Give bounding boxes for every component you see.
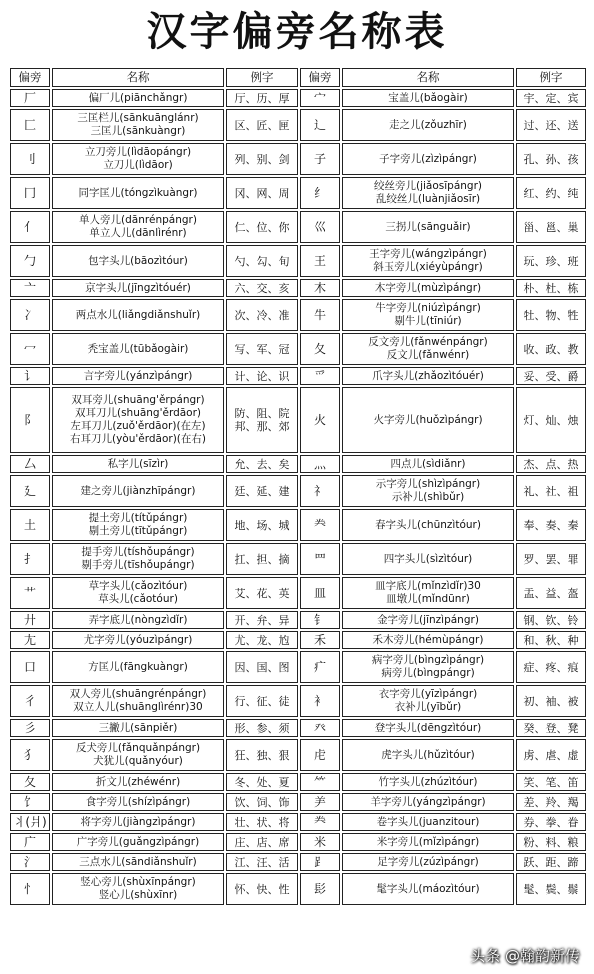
page-title: 汉字偏旁名称表 (146, 8, 448, 55)
radical-cell-right: 纟 (300, 177, 340, 209)
name-line: 三匡栏儿(sānkuānglánr) (77, 112, 199, 124)
example-cell-right: 杰、点、热 (516, 455, 586, 473)
name-cell-right (342, 833, 514, 851)
example-cell-left: 行、征、徒 (226, 685, 298, 717)
name-cell-right (342, 685, 514, 717)
example-cell-left: 开、弁、异 (226, 611, 298, 629)
name-line: 竹字头儿(zhúzìtóur) (378, 775, 478, 788)
name-line: 同字匡儿(tóngzìkuàngr) (78, 186, 198, 199)
name-line: 提土旁儿(títǔpángr) (88, 512, 188, 524)
name-cell-left (52, 475, 224, 507)
example-cell-left: 冈、网、周 (226, 177, 298, 209)
example-cell-right: 髦、鬓、鬃 (516, 873, 586, 905)
example-cell-right: 灯、灿、烛 (516, 387, 586, 453)
example-cell-right: 症、疼、痕 (516, 651, 586, 683)
radical-cell-right: 王 (300, 245, 340, 277)
table-row (10, 813, 586, 831)
name-cell-left (52, 577, 224, 609)
name-line: 髦字头儿(máozìtóur) (376, 882, 480, 895)
table-row (10, 833, 586, 851)
name-cell-right (342, 455, 514, 473)
table-row (10, 577, 586, 609)
name-cell-left (52, 631, 224, 649)
name-cell-left (52, 685, 224, 717)
radical-cell-left: 夂 (10, 773, 50, 791)
radical-cell-left: 亻 (10, 211, 50, 243)
name-line: 单立人儿(dānlìrénr) (89, 227, 187, 239)
example-cell-left: 廷、延、建 (226, 475, 298, 507)
name-cell-left (52, 651, 224, 683)
radical-cell-right: 火 (300, 387, 340, 453)
radical-cell-left: 犭 (10, 739, 50, 771)
name-line: 衣补儿(yībǔr) (394, 701, 462, 713)
name-line: 包字头儿(bāozìtóur) (88, 254, 188, 267)
table-row (10, 455, 586, 473)
radical-cell-left: 匚 (10, 109, 50, 141)
name-line: 右耳刀儿(yòu'ěrdāor)(在右) (70, 433, 206, 445)
header-name-right: 名称 (342, 68, 514, 87)
name-cell-right (342, 387, 514, 453)
name-cell-right (342, 211, 514, 243)
name-line: 病字旁儿(bìngzìpángr) (371, 654, 485, 666)
name-line: 竖心旁儿(shùxīnpángr) (80, 876, 196, 888)
radical-cell-left: 饣 (10, 793, 50, 811)
example-cell-right: 跃、距、蹄 (516, 853, 586, 871)
example-cell-left: 厅、历、厚 (226, 89, 298, 107)
example-cell-right: 牡、物、牲 (516, 299, 586, 331)
name-cell-left (52, 873, 224, 905)
name-cell-right (342, 543, 514, 575)
name-cell-right (342, 773, 514, 791)
name-line: 提手旁儿(tíshǒupángr) (81, 546, 195, 558)
radical-cell-right: 辶 (300, 109, 340, 141)
example-cell-left: 计、论、识 (226, 367, 298, 385)
table-row (10, 333, 586, 365)
example-cell-left: 庄、店、席 (226, 833, 298, 851)
table-row (10, 143, 586, 175)
radical-cell-right: 罒 (300, 543, 340, 575)
radical-table (8, 66, 588, 907)
example-cell-left: 壮、状、将 (226, 813, 298, 831)
radical-cell-left: 彳 (10, 685, 50, 717)
name-cell-left (52, 833, 224, 851)
radical-cell-left: 厶 (10, 455, 50, 473)
name-line: 卷字头儿(juanzitour) (376, 815, 480, 828)
name-line: 羊字旁儿(yángzìpángr) (370, 795, 486, 808)
name-cell-right (342, 853, 514, 871)
name-line: 登字头儿(dēngzìtóur) (374, 721, 482, 734)
name-line: 三匡儿(sānkuàngr) (90, 125, 186, 137)
name-cell-right (342, 651, 514, 683)
name-cell-right (342, 739, 514, 771)
radical-cell-left: 土 (10, 509, 50, 541)
name-cell-right (342, 509, 514, 541)
radical-cell-right: 夂 (300, 333, 340, 365)
name-cell-left (52, 143, 224, 175)
name-line: 双耳旁儿(shuāng'ěrpángr) (71, 394, 205, 406)
radical-cell-left: 讠 (10, 367, 50, 385)
table-row (10, 89, 586, 107)
radical-cell-right: 米 (300, 833, 340, 851)
header-example-left: 例字 (226, 68, 298, 87)
radical-cell-right: 钅 (300, 611, 340, 629)
name-line: 火字旁儿(huǒzìpángr) (373, 413, 483, 426)
name-cell-left (52, 367, 224, 385)
table-row (10, 793, 586, 811)
name-line: 反犬旁儿(fǎnquǎnpángr) (75, 742, 201, 754)
header-name-left: 名称 (52, 68, 224, 87)
example-cell-right: 奉、奏、秦 (516, 509, 586, 541)
radical-cell-left: 彡 (10, 719, 50, 737)
table-row (10, 245, 586, 277)
table-row (10, 651, 586, 683)
example-cell-left: 冬、处、夏 (226, 773, 298, 791)
radical-cell-left: 廴 (10, 475, 50, 507)
name-cell-right (342, 475, 514, 507)
name-line: 偏厂儿(piānchǎngr) (88, 91, 188, 104)
table-row (10, 279, 586, 297)
radical-cell-left: 尢 (10, 631, 50, 649)
table-row (10, 611, 586, 629)
example-cell-left: 饮、饲、饰 (226, 793, 298, 811)
name-cell-right (342, 793, 514, 811)
radical-cell-right: 木 (300, 279, 340, 297)
header-row (10, 68, 586, 87)
name-line: 秃宝盖儿(tūbǎogàir) (87, 342, 189, 355)
example-cell-right: 妥、受、爵 (516, 367, 586, 385)
table-row (10, 211, 586, 243)
radical-cell-right: 巛 (300, 211, 340, 243)
name-line: 子字旁儿(zìzìpángr) (379, 152, 477, 165)
radical-cell-left: 厂 (10, 89, 50, 107)
name-line: 爪字头儿(zhǎozìtóuér) (372, 369, 484, 382)
radical-cell-right: 子 (300, 143, 340, 175)
name-line: 犬犹儿(quǎnyóur) (93, 755, 183, 767)
name-line: 立刀儿(lìdāor) (103, 159, 173, 171)
radical-cell-right: 礻 (300, 475, 340, 507)
name-line: 宝盖儿(bǎogàir) (388, 91, 468, 104)
example-cell-right: 初、袖、被 (516, 685, 586, 717)
example-cell-right: 甾、邕、巢 (516, 211, 586, 243)
example-cell-left: 列、别、剑 (226, 143, 298, 175)
name-line: 皿字底儿(mǐnzìdǐr)30 (375, 580, 481, 592)
table-row (10, 719, 586, 737)
name-line: 禾木旁儿(hémùpángr) (372, 633, 484, 646)
example-cell-left: 防、阻、院 邦、那、郊 (226, 387, 298, 453)
name-line: 绞丝旁儿(jiǎosīpángr) (373, 180, 482, 192)
name-line: 京字头儿(jīngzìtóuér) (85, 281, 191, 294)
name-line: 虎字头儿(hǔzìtóur) (381, 748, 475, 761)
example-cell-right: 虏、虐、虚 (516, 739, 586, 771)
name-cell-left (52, 509, 224, 541)
table-row (10, 773, 586, 791)
name-line: 剔牛儿(tīniúr) (394, 315, 462, 327)
name-line: 反文儿(fǎnwénr) (386, 349, 470, 361)
name-cell-right (342, 873, 514, 905)
name-cell-left (52, 853, 224, 871)
name-line: 双立人儿(shuānglìrénr)30 (73, 701, 203, 713)
name-cell-right (342, 719, 514, 737)
name-cell-left (52, 387, 224, 453)
example-cell-left: 六、交、亥 (226, 279, 298, 297)
name-line: 乱绞丝儿(luànjiǎosīr) (375, 193, 481, 205)
name-line: 左耳刀儿(zuǒ'ěrdāor)(在左) (70, 420, 206, 432)
name-line: 尤字旁儿(yóuzìpángr) (83, 633, 193, 646)
table-row (10, 685, 586, 717)
radical-cell-right: ⺮ (300, 773, 340, 791)
name-line: 金字旁儿(jīnzìpángr) (377, 613, 479, 626)
example-cell-right: 孔、孙、孩 (516, 143, 586, 175)
name-cell-left (52, 109, 224, 141)
radical-cell-left: 丬(爿) (10, 813, 50, 831)
radical-cell-left: 忄 (10, 873, 50, 905)
name-line: 双人旁儿(shuāngrénpángr) (69, 688, 207, 700)
name-line: 王字旁儿(wángzìpángr) (369, 248, 487, 260)
radical-cell-left: 勹 (10, 245, 50, 277)
name-cell-right (342, 177, 514, 209)
example-cell-right: 癸、登、凳 (516, 719, 586, 737)
name-cell-left (52, 245, 224, 277)
name-cell-right (342, 333, 514, 365)
name-line: 草字头儿(cǎozìtóur) (88, 580, 188, 592)
radical-cell-right: 衤 (300, 685, 340, 717)
name-line: 建之旁儿(jiànzhīpángr) (80, 484, 196, 497)
example-cell-left: 地、场、城 (226, 509, 298, 541)
name-cell-left (52, 773, 224, 791)
name-line: 将字旁儿(jiàngzìpángr) (80, 815, 196, 828)
example-cell-right: 盂、益、盔 (516, 577, 586, 609)
radical-cell-right: 髟 (300, 873, 340, 905)
example-cell-left: 怀、快、性 (226, 873, 298, 905)
radical-cell-right: 宀 (300, 89, 340, 107)
radical-cell-left: 氵 (10, 853, 50, 871)
example-cell-left: 写、军、冠 (226, 333, 298, 365)
name-line: 草头儿(cǎotóur) (98, 593, 178, 605)
radical-cell-left: 广 (10, 833, 50, 851)
name-line: 食字旁儿(shízìpángr) (85, 795, 191, 808)
example-cell-left: 江、汪、活 (226, 853, 298, 871)
name-line: 走之儿(zǒuzhīr) (389, 118, 467, 131)
name-line: 竖心儿(shùxīnr) (98, 889, 178, 901)
name-cell-left (52, 813, 224, 831)
name-line: 立刀旁儿(lìdāopángr) (84, 146, 192, 158)
example-cell-left: 艾、花、英 (226, 577, 298, 609)
example-cell-right: 券、拳、眷 (516, 813, 586, 831)
name-line: 四点儿(sìdiǎnr) (390, 457, 466, 470)
name-line: 剔土旁儿(tītǔpángr) (88, 525, 188, 537)
name-cell-left (52, 333, 224, 365)
name-line: 米字旁儿(mǐzìpángr) (376, 835, 480, 848)
name-line: 春字头儿(chūnzìtóur) (375, 518, 481, 531)
radical-cell-right: 龹 (300, 813, 340, 831)
radical-cell-right: 灬 (300, 455, 340, 473)
table-row (10, 177, 586, 209)
name-line: 示字旁儿(shìzìpángr) (375, 478, 481, 490)
name-line: 折文儿(zhéwénr) (95, 775, 181, 788)
example-cell-left: 形、参、须 (226, 719, 298, 737)
example-cell-left: 因、国、图 (226, 651, 298, 683)
name-cell-right (342, 89, 514, 107)
name-line: 三点水儿(sāndiǎnshuǐr) (79, 855, 197, 868)
radical-cell-left: 艹 (10, 577, 50, 609)
radical-cell-left: 冂 (10, 177, 50, 209)
name-cell-left (52, 177, 224, 209)
header-radical-left: 偏旁 (10, 68, 50, 87)
name-cell-left (52, 455, 224, 473)
name-line: 病旁儿(bìngpángr) (381, 667, 475, 679)
name-cell-right (342, 631, 514, 649)
name-line: 四字头儿(sìzìtóur) (383, 552, 473, 565)
name-cell-left (52, 793, 224, 811)
example-cell-right: 过、还、送 (516, 109, 586, 141)
table-row (10, 299, 586, 331)
radical-cell-right: 牛 (300, 299, 340, 331)
radical-cell-left: 扌 (10, 543, 50, 575)
name-line: 牛字旁儿(niúzìpángr) (375, 302, 481, 314)
radical-cell-right: 疒 (300, 651, 340, 683)
example-cell-left: 狂、独、狠 (226, 739, 298, 771)
name-line: 私字儿(sīzìr) (107, 457, 169, 470)
name-line: 两点水儿(liǎngdiǎnshuǐr) (75, 308, 201, 321)
radical-cell-left: 亠 (10, 279, 50, 297)
radical-cell-left: 阝 (10, 387, 50, 453)
name-cell-right (342, 367, 514, 385)
table-row (10, 739, 586, 771)
example-cell-right: 收、政、教 (516, 333, 586, 365)
name-line: 衣字旁儿(yīzìpángr) (378, 688, 478, 700)
example-cell-right: 差、羚、羯 (516, 793, 586, 811)
name-line: 单人旁儿(dānrénpángr) (79, 214, 197, 226)
name-cell-right (342, 611, 514, 629)
example-cell-left: 扛、担、摘 (226, 543, 298, 575)
table-row (10, 387, 586, 453)
watermark: 头条 @翰韵新传 (470, 947, 580, 965)
name-cell-left (52, 299, 224, 331)
example-cell-right: 和、秋、种 (516, 631, 586, 649)
name-line: 皿墩儿(mǐndūnr) (386, 593, 470, 605)
radical-cell-left: 冖 (10, 333, 50, 365)
name-cell-right (342, 813, 514, 831)
radical-cell-right: 禾 (300, 631, 340, 649)
example-cell-right: 粉、料、粮 (516, 833, 586, 851)
table-row (10, 873, 586, 905)
example-cell-right: 礼、社、祖 (516, 475, 586, 507)
radical-cell-left: 口 (10, 651, 50, 683)
example-cell-right: 玩、珍、班 (516, 245, 586, 277)
table-row (10, 367, 586, 385)
radical-cell-left: 刂 (10, 143, 50, 175)
name-line: 三撇儿(sānpiěr) (98, 721, 178, 734)
name-line: 广字旁儿(guǎngzìpángr) (76, 835, 200, 848)
header-example-right: 例字 (516, 68, 586, 87)
name-cell-left (52, 543, 224, 575)
table-row (10, 853, 586, 871)
radical-cell-left: 冫 (10, 299, 50, 331)
name-cell-right (342, 299, 514, 331)
name-cell-right (342, 577, 514, 609)
radical-cell-right: 皿 (300, 577, 340, 609)
radical-cell-right: ⺶ (300, 793, 340, 811)
name-cell-left (52, 719, 224, 737)
table-row (10, 475, 586, 507)
radical-cell-right: 爫 (300, 367, 340, 385)
name-line: 木字旁儿(mùzìpángr) (374, 281, 482, 294)
name-line: 双耳刀儿(shuāng'ěrdāor) (74, 407, 202, 419)
name-cell-left (52, 279, 224, 297)
name-line: 反文旁儿(fǎnwénpángr) (368, 336, 488, 348)
name-cell-left (52, 211, 224, 243)
name-line: 言字旁儿(yánzìpángr) (83, 369, 193, 382)
name-line: 三拐儿(sānguǎir) (385, 220, 471, 233)
example-cell-right: 罗、罢、罪 (516, 543, 586, 575)
example-cell-left: 区、匠、匣 (226, 109, 298, 141)
table-row (10, 631, 586, 649)
table-row (10, 109, 586, 141)
name-cell-right (342, 143, 514, 175)
example-cell-left: 允、去、矣 (226, 455, 298, 473)
radical-cell-right: 虍 (300, 739, 340, 771)
table-row (10, 509, 586, 541)
example-cell-left: 仁、位、你 (226, 211, 298, 243)
header-radical-right: 偏旁 (300, 68, 340, 87)
name-line: 剔手旁儿(tīshǒupángr) (81, 559, 195, 571)
radical-cell-right: ⻊ (300, 853, 340, 871)
table-body (10, 89, 586, 905)
example-cell-right: 笑、笔、笛 (516, 773, 586, 791)
name-cell-right (342, 279, 514, 297)
example-cell-left: 尤、龙、尥 (226, 631, 298, 649)
name-line: 斜玉旁儿(xiéyùpángr) (373, 261, 483, 273)
example-cell-right: 朴、杜、栋 (516, 279, 586, 297)
name-cell-right (342, 109, 514, 141)
name-cell-right (342, 245, 514, 277)
name-cell-left (52, 611, 224, 629)
name-line: 示补儿(shìbǔr) (391, 491, 465, 503)
example-cell-right: 钢、钦、铃 (516, 611, 586, 629)
table-row (10, 543, 586, 575)
name-cell-left (52, 89, 224, 107)
radical-cell-left: 廾 (10, 611, 50, 629)
name-line: 足字旁儿(zúzìpángr) (377, 855, 479, 868)
name-cell-left (52, 739, 224, 771)
name-line: 弄字底儿(nòngzìdǐr) (88, 613, 188, 626)
example-cell-right: 红、约、纯 (516, 177, 586, 209)
example-cell-right: 宇、定、宾 (516, 89, 586, 107)
name-line: 方匡儿(fāngkuàngr) (88, 660, 188, 673)
example-cell-left: 勺、勾、旬 (226, 245, 298, 277)
radical-cell-right: 龹 (300, 509, 340, 541)
radical-cell-right: 癶 (300, 719, 340, 737)
example-cell-left: 次、冷、准 (226, 299, 298, 331)
